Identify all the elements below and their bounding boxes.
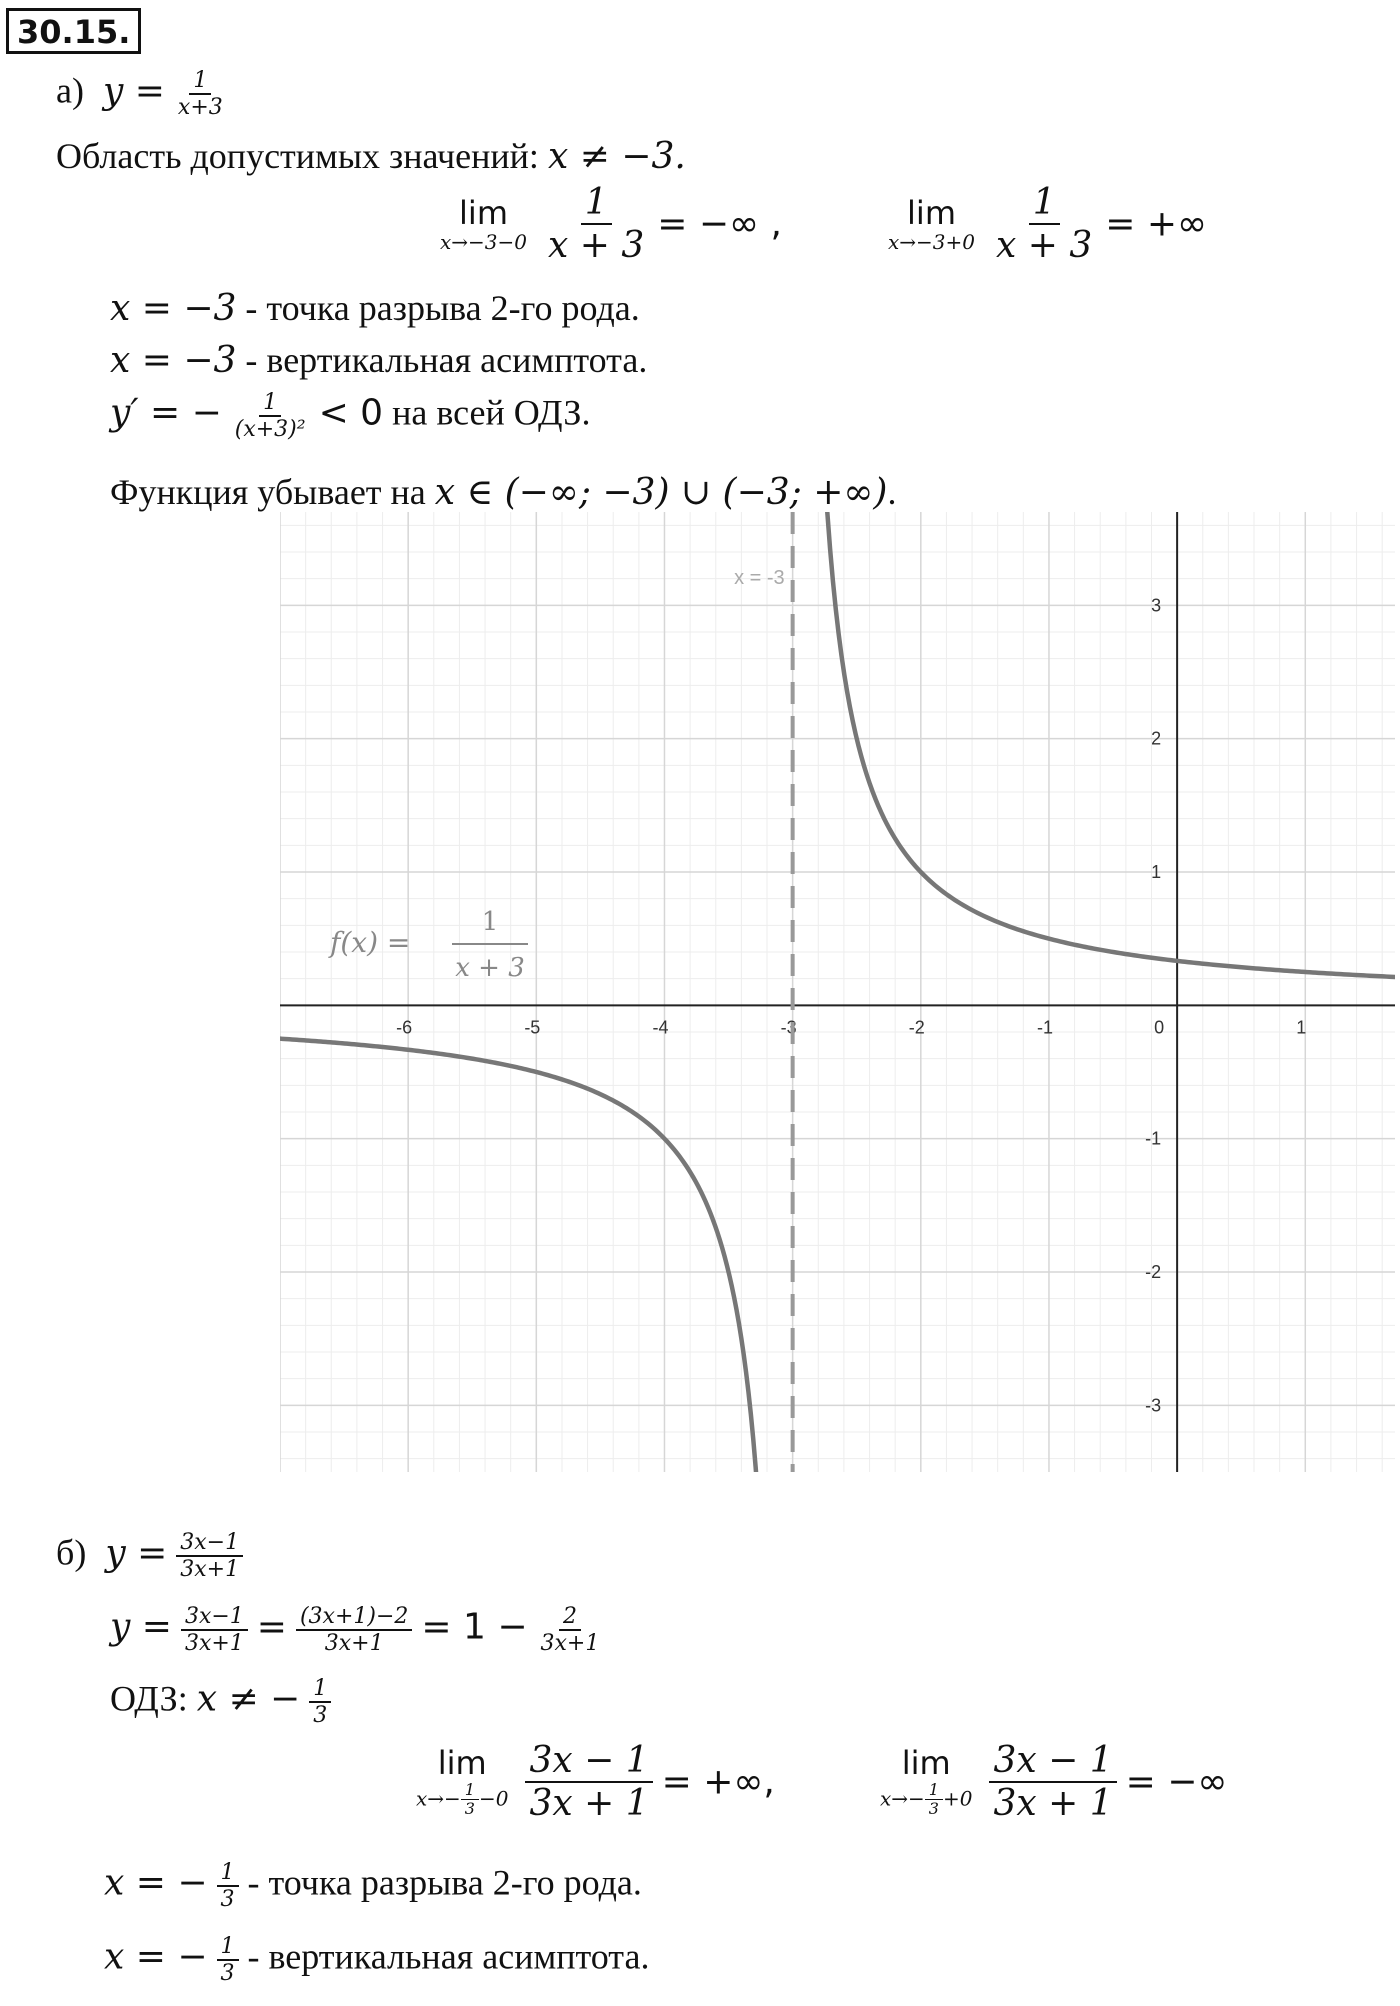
lim-word: lim — [907, 193, 956, 232]
discontinuity-math: x = − — [104, 1862, 208, 1904]
function-curve — [827, 512, 1395, 977]
axes — [280, 512, 1395, 1472]
fraction-denominator: 3x+1 — [184, 1631, 244, 1657]
part-a-discontinuity-line — [110, 290, 640, 327]
fraction-numerator: 1 — [189, 68, 211, 95]
asymptote-math: x = −3 — [110, 340, 237, 381]
lim-subscript: x→−3−0 — [440, 229, 528, 254]
part-b-function — [56, 1530, 243, 1583]
transform-fraction-3 — [537, 1604, 604, 1657]
fraction-denominator: 3x + 1 — [529, 1783, 649, 1825]
part-b-discontinuity-line — [104, 1860, 642, 1913]
y-tick-label: 1 — [1151, 862, 1162, 882]
part-a-asymptote-line — [110, 342, 647, 379]
fraction-numerator: (3x+1)−2 — [296, 1604, 412, 1631]
fraction-denominator: 3x + 1 — [993, 1783, 1113, 1825]
part-a-function — [56, 68, 227, 121]
asymptote — [734, 512, 793, 1472]
limit-result: = −∞ , — [657, 203, 782, 245]
fraction-denominator: 3 — [928, 1799, 939, 1819]
limit-result: = −∞ — [1125, 1761, 1228, 1803]
part-a-func-fraction — [174, 68, 227, 121]
x-tick-label: -3 — [780, 1017, 797, 1038]
transform-lhs: y = — [110, 1606, 172, 1648]
lim-subscript-fraction — [925, 1781, 943, 1819]
limit-fraction — [525, 1740, 652, 1825]
part-b-limit-left — [416, 1740, 775, 1825]
domain-label: Область допустимых значений: — [56, 136, 539, 176]
derivative-lhs: y′ = − — [110, 392, 222, 434]
y-tick-label: -3 — [1145, 1395, 1162, 1416]
lim-subscript-start: x→− — [880, 1786, 925, 1811]
part-b-func-lhs: y = — [105, 1532, 168, 1574]
derivative-fraction — [231, 390, 310, 443]
odz-fraction — [309, 1676, 331, 1729]
discontinuity-text: - точка разрыва 2-го рода. — [238, 1862, 642, 1903]
fraction-numerator: 3x − 1 — [989, 1740, 1116, 1783]
fraction-denominator: 3 — [220, 1887, 235, 1913]
legend-numerator: 1 — [481, 907, 499, 937]
y-tick-label: 2 — [1151, 728, 1162, 749]
fraction-denominator: 3x+1 — [324, 1631, 384, 1657]
fraction-numerator: 1 — [217, 1934, 239, 1961]
equals-one-minus: = 1 − — [421, 1606, 528, 1648]
x-tick-label: -6 — [396, 1017, 413, 1038]
legend-denominator: x + 3 — [455, 953, 525, 983]
discontinuity-math: x = −3 — [110, 288, 237, 329]
x-tick-label: -5 — [524, 1017, 541, 1038]
part-a-func-lhs: y = — [102, 70, 165, 112]
lim-subscript-start: x→− — [416, 1786, 461, 1811]
x-tick-label: -4 — [652, 1017, 669, 1038]
function-graph — [280, 512, 1395, 1472]
fraction-denominator: x+3 — [177, 95, 223, 121]
limit-result: = +∞, — [661, 1761, 775, 1803]
lim-word: lim — [437, 1743, 487, 1782]
lim-subscript — [880, 1781, 972, 1819]
lim-subscript — [416, 1781, 508, 1819]
x-tick-label: 0 — [1154, 1017, 1165, 1038]
monotonicity-math: x ∈ (−∞; −3) ∪ (−3; +∞) — [434, 472, 888, 513]
y-tick-label: -1 — [1145, 1128, 1162, 1149]
fraction-denominator: 3 — [313, 1703, 328, 1729]
asymptote-text: - вертикальная асимптота. — [238, 1936, 650, 1977]
limit-operator — [888, 193, 976, 254]
function-legend — [328, 907, 528, 983]
grid-major — [280, 512, 1395, 1472]
odz-math: x ≠ − — [196, 1678, 301, 1720]
x-tick-label: -2 — [908, 1017, 925, 1038]
fraction-numerator: 1 — [461, 1781, 479, 1800]
derivative-text: на всей ОДЗ. — [383, 392, 591, 433]
fraction-numerator: 1 — [581, 182, 612, 225]
limit-operator — [880, 1743, 973, 1819]
fraction-denominator: 3x+1 — [540, 1631, 600, 1657]
fraction-denominator: x + 3 — [548, 225, 645, 267]
lim-word: lim — [459, 193, 508, 232]
asymptote-label: x = -3 — [734, 567, 785, 589]
y-tick-label: -2 — [1145, 1262, 1162, 1282]
limit-fraction — [989, 1740, 1116, 1825]
grid-minor — [280, 512, 1395, 1472]
domain-math: x ≠ −3. — [547, 136, 686, 177]
lim-subscript: x→−3+0 — [888, 229, 976, 254]
fraction-numerator: 1 — [925, 1781, 943, 1800]
limit-operator — [440, 193, 528, 254]
transform-fraction-2 — [296, 1604, 412, 1657]
function-curve — [280, 1039, 758, 1472]
transform-fraction-1 — [181, 1604, 248, 1657]
derivative-rhs: < 0 — [318, 392, 384, 434]
x-tick-label: 1 — [1296, 1017, 1307, 1038]
monotonicity-end: . — [887, 472, 897, 512]
fraction-numerator: 1 — [1029, 182, 1060, 225]
limit-result: = +∞ — [1105, 203, 1208, 245]
part-b-odz — [110, 1676, 331, 1729]
lim-word: lim — [901, 1743, 951, 1782]
fraction-numerator: 3x−1 — [176, 1530, 243, 1557]
fraction-numerator: 1 — [309, 1676, 331, 1703]
limit-fraction — [992, 182, 1096, 267]
y-tick-label: 3 — [1151, 595, 1162, 616]
fraction-denominator: 3 — [220, 1961, 235, 1987]
legend-lhs: f(x) = — [330, 926, 411, 959]
fraction-numerator: 1 — [217, 1860, 239, 1887]
fraction-numerator: 2 — [559, 1604, 581, 1631]
curves — [280, 512, 1395, 1472]
monotonicity-text: Функция убывает на — [110, 472, 435, 512]
part-a-limit-right — [888, 182, 1207, 267]
limit-operator — [416, 1743, 509, 1819]
part-a-derivative — [110, 390, 590, 443]
odz-label: ОДЗ: — [110, 1678, 197, 1719]
part-b-limit-right — [880, 1740, 1227, 1825]
fraction-numerator: 3x−1 — [181, 1604, 248, 1631]
discontinuity-text: - точка разрыва 2-го рода. — [236, 288, 640, 328]
part-a-domain — [56, 138, 686, 175]
problem-number: 30.15. — [6, 8, 141, 54]
part-b-asymptote-line — [104, 1934, 649, 1987]
asymptote-fraction — [217, 1934, 239, 1987]
lim-subscript-fraction — [461, 1781, 479, 1819]
lim-subscript-end: +0 — [942, 1786, 973, 1811]
limit-fraction — [544, 182, 648, 267]
x-tick-label: -1 — [1036, 1017, 1053, 1038]
part-b-label: б) — [56, 1532, 87, 1573]
fraction-numerator: 3x − 1 — [525, 1740, 652, 1783]
discontinuity-fraction — [217, 1860, 239, 1913]
fraction-denominator: 3 — [464, 1799, 475, 1819]
part-a-label: а) — [56, 70, 84, 111]
equals-sign: = — [256, 1606, 287, 1648]
fraction-denominator: 3x+1 — [180, 1557, 240, 1583]
part-a-monotonicity — [110, 474, 896, 511]
fraction-denominator: x + 3 — [996, 225, 1093, 267]
fraction-numerator: 1 — [259, 390, 281, 417]
lim-subscript-end: −0 — [478, 1786, 509, 1811]
part-b-transformation — [110, 1604, 603, 1657]
part-b-func-fraction — [176, 1530, 243, 1583]
asymptote-math: x = − — [104, 1936, 208, 1978]
part-a-limit-left — [440, 182, 782, 267]
asymptote-text: - вертикальная асимптота. — [236, 340, 648, 380]
fraction-denominator: (x+3)² — [234, 417, 306, 443]
